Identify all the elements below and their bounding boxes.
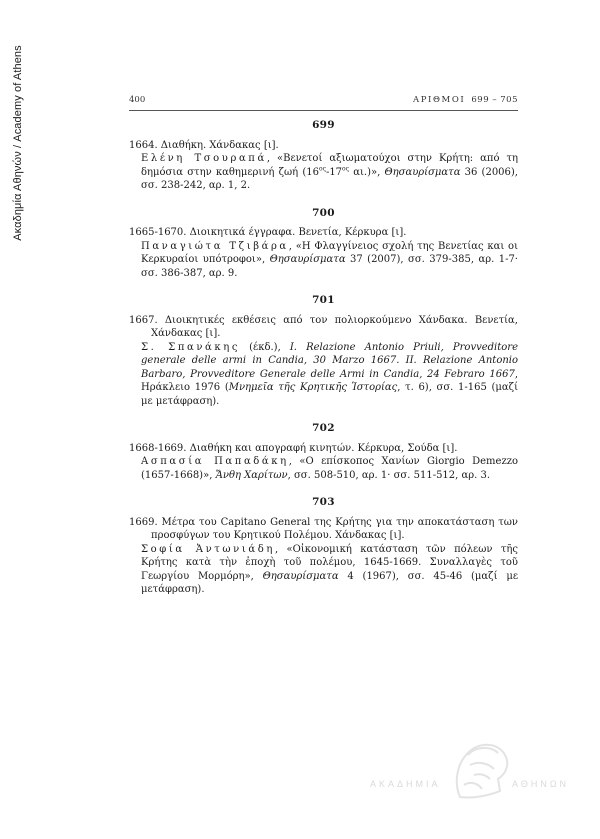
entry-heading: 1665-1670. Διοικητικά έγγραφα. Βενετία, Κέρκυρα [ι].	[129, 227, 407, 238]
sidebar-watermark	[4, 40, 32, 245]
entry-number: 701	[312, 294, 335, 306]
watermark-text-right: ΑΘΗΝΩΝ	[512, 779, 570, 789]
reference-text: , σσ. 508-510, αρ. 1· σσ. 511-512, αρ. 3.	[287, 469, 491, 481]
sidebar-text: Ακαδημία Αθηνών / Academy of Athens	[12, 44, 25, 241]
entry-heading: 1668-1669. Διαθήκη και απογραφή κινητών. Κέρκυρα, Σούδα [ι].	[129, 442, 458, 454]
author-name: Παναγιώτα Τζιβάρα	[141, 240, 289, 252]
reference-text: , «Η Φλαγγίνειος σχολή της Βενετίας και οι Κερκυραίοι υπότροφοι»,	[141, 240, 518, 265]
academy-watermark	[370, 735, 580, 805]
entry-reference	[129, 240, 518, 281]
entry-range: 699 – 705	[471, 95, 518, 105]
entry-number: 700	[312, 206, 335, 219]
reference-text: αι.)»,	[349, 166, 385, 178]
page-content	[129, 119, 518, 611]
reference-text: , «Οἰκονομική κατάσταση τῶν πόλεων τῆς Κρήτης κατὰ τὴν ἐποχὴ τοῦ πολέμου, 1645-1669. Συναλλαγὲς τοῦ Γεωργίου Μορμόρη»,	[141, 543, 518, 582]
header-rule	[129, 110, 518, 111]
entry-reference	[129, 341, 518, 409]
watermark-text-left: ΑΚΑΔΗΜΙΑ	[370, 779, 441, 789]
running-head	[413, 95, 518, 105]
page-header	[129, 95, 518, 109]
series-title: Μνημεῖα τῆς Κρητικῆς Ἱστορίας	[228, 382, 398, 393]
reference-text: 4 (1967), σσ. 45-46 (μαζί με μετάφραση).	[141, 570, 518, 595]
entry-reference	[129, 455, 518, 482]
entry-number: 699	[312, 119, 335, 131]
journal-title: Θησαυρίσματα	[384, 166, 461, 178]
entry-reference	[129, 152, 518, 193]
entry-703	[129, 496, 518, 597]
entry-reference	[129, 543, 518, 597]
journal-title: Θησαυρίσματα	[262, 570, 339, 582]
section-title: ΑΡΙΘΜΟΙ	[412, 95, 466, 105]
reference-text: , «Βενετοί αξιωματούχοι στην Κρήτη: από τη δημόσια στην καθημερινή ζωή (16	[141, 153, 518, 178]
reference-text: , τ. 6), σσ. 1-165 (μαζί με μετάφραση).	[141, 382, 518, 407]
entry-number: 703	[312, 496, 335, 508]
page-number: 400	[129, 95, 146, 105]
author-name: Ασπασία Παπαδάκη	[141, 456, 289, 467]
journal-title: Ἄνθη Χαρίτων	[215, 469, 288, 481]
entry-701	[129, 294, 518, 408]
entry-heading: 1664. Διαθήκη. Χάνδακας [ι].	[129, 139, 279, 151]
entry-heading: 1667. Διοικητικές εκθέσεις από τον πολιορκούμενο Χάνδακα. Βενετία, Χάνδακας [ι].	[129, 314, 518, 339]
reference-text: (έκδ.),	[240, 341, 290, 353]
reference-text: 36 (2006), σσ. 238-242, αρ. 1, 2.	[141, 166, 518, 191]
entry-heading: 1669. Μέτρα του Capitano General της Κρήτης για την αποκατάσταση των προσφύγων του Κρητικού Πολέμου. Χάνδακας [ι].	[129, 516, 518, 541]
work-title: I. Relazione Antonio Priuli, Provveditore generale delle armi in Candia, 30 Marzo 1667. II. Relazione Antonio Barbaro, Provveditore Generale delle Armi in Candia, 24 Febraro 1667	[141, 341, 518, 380]
athena-head-icon	[440, 735, 520, 805]
entry-number: 702	[312, 422, 335, 434]
entry-700	[129, 207, 518, 281]
reference-text: , «Ο επίσκοπος Χανίων Giorgio Demezzo (1657-1668)»,	[141, 456, 518, 481]
entry-699	[129, 119, 518, 193]
entry-702	[129, 422, 518, 482]
author-name: Ελένη Τσουραπά	[141, 153, 267, 164]
reference-text: , Ηράκλειο 1976 (	[141, 368, 518, 393]
reference-text: 37 (2007), σσ. 379-385, αρ. 1-7· σσ. 386-387, αρ. 9.	[141, 254, 518, 279]
journal-title: Θησαυρίσματα	[269, 254, 346, 265]
author-name: Σ. Σπανάκης	[141, 341, 241, 353]
reference-text: -17	[325, 166, 343, 178]
author-name: Σοφία Ἀντωνιάδη	[141, 543, 275, 555]
superscript: ος	[342, 165, 350, 173]
superscript: ος	[318, 165, 326, 173]
